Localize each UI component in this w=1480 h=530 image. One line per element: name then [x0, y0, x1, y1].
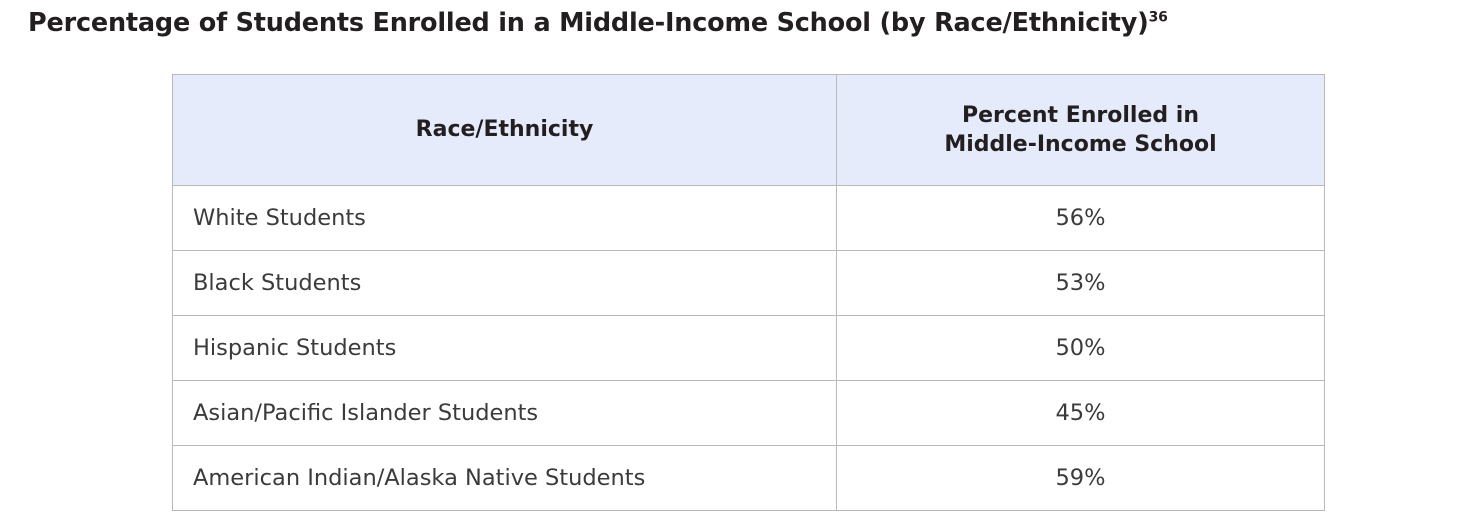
cell-percent: 53%: [837, 251, 1325, 316]
cell-race: American Indian/Alaska Native Students: [173, 446, 837, 511]
page-title-text: Percentage of Students Enrolled in a Middle-Income School (by Race/Ethnicity): [28, 8, 1149, 38]
table-row: [173, 186, 1325, 251]
cell-percent: 59%: [837, 446, 1325, 511]
enrollment-table: [172, 74, 1325, 511]
page-title: [28, 8, 1168, 38]
table-row: [173, 446, 1325, 511]
cell-percent: 56%: [837, 186, 1325, 251]
cell-race: White Students: [173, 186, 837, 251]
table-header: [173, 75, 1325, 186]
table-container: [172, 74, 1322, 511]
column-header-race: [173, 75, 837, 186]
table-row: [173, 251, 1325, 316]
table-body: [173, 186, 1325, 511]
column-header-percent-line-2: Middle-Income School: [944, 132, 1217, 157]
footnote-marker: 36: [1148, 9, 1168, 26]
cell-percent: 50%: [837, 316, 1325, 381]
column-header-percent-line-1: Percent Enrolled in: [962, 102, 1199, 128]
column-header-race-line-1: Race/Ethnicity: [415, 117, 594, 143]
column-header-percent: [837, 75, 1325, 186]
cell-percent: 45%: [837, 381, 1325, 446]
table-header-row: [173, 75, 1325, 186]
table-row: [173, 381, 1325, 446]
cell-race: Hispanic Students: [173, 316, 837, 381]
cell-race: Black Students: [173, 251, 837, 316]
table-row: [173, 316, 1325, 381]
cell-race: Asian/Pacific Islander Students: [173, 381, 837, 446]
